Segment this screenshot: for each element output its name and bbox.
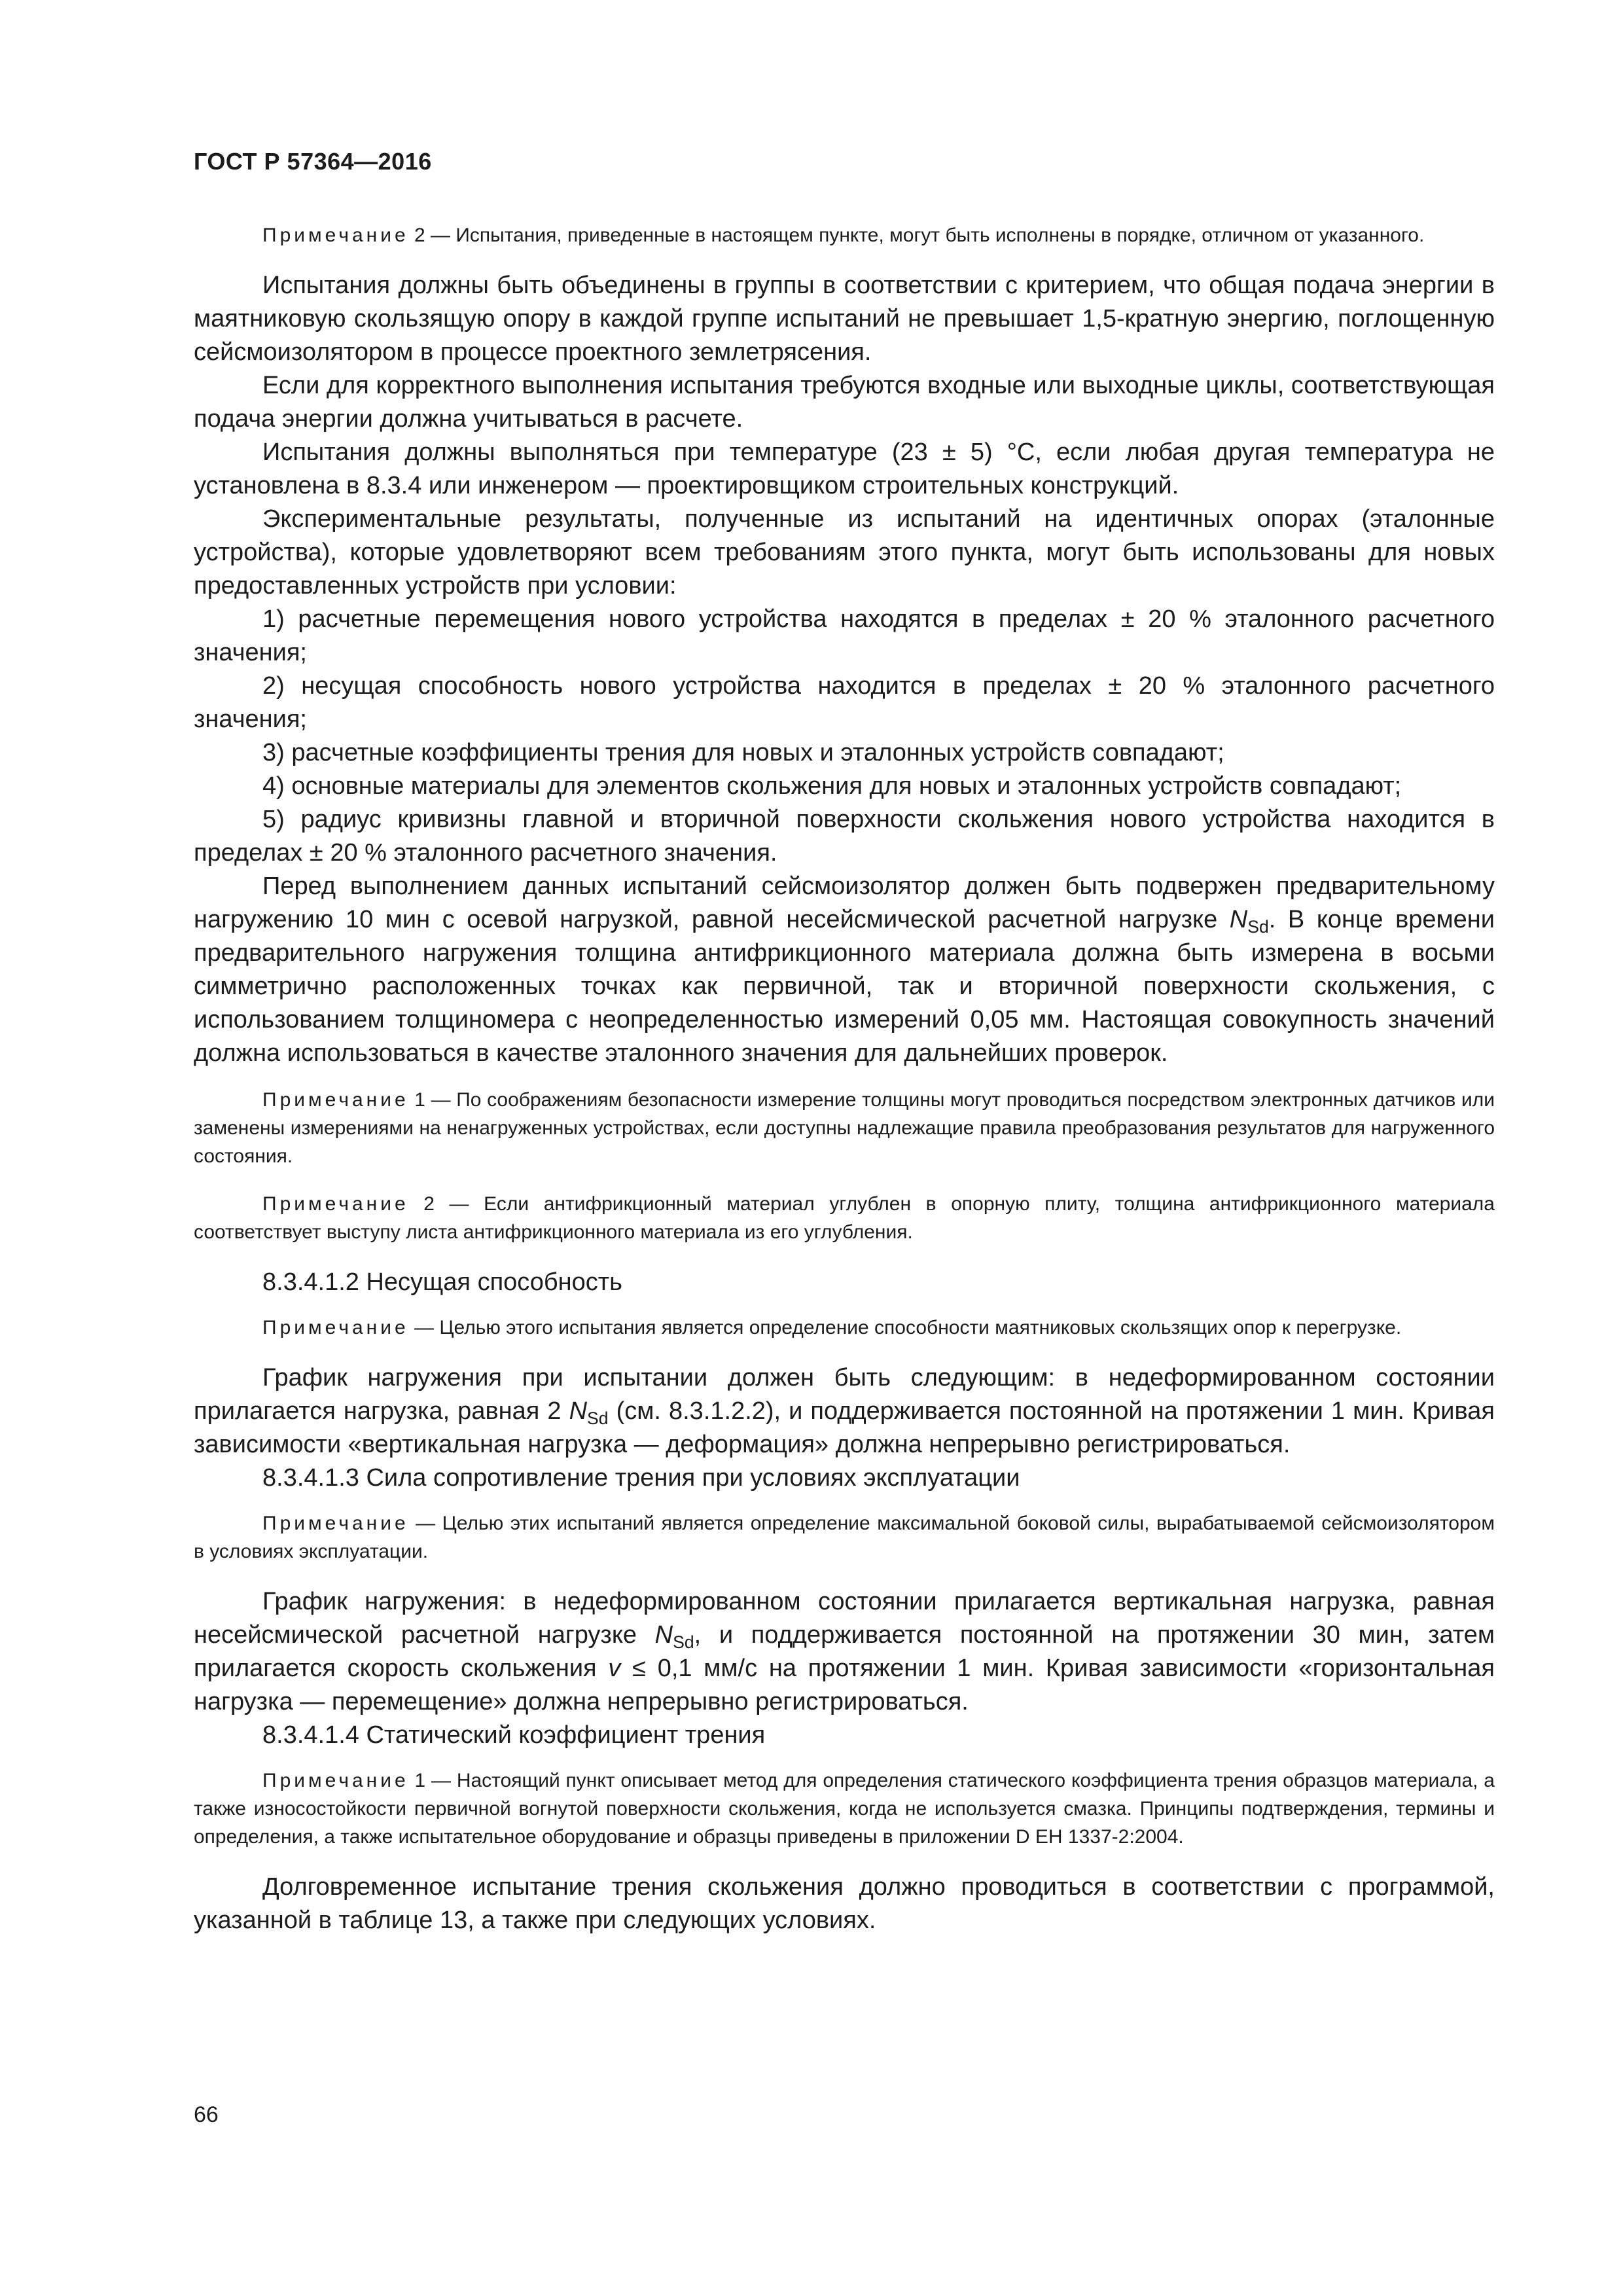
note-paragraph [194,221,1495,249]
symbol-v: v [608,1655,621,1682]
note-label: Примечание [262,224,409,246]
note-paragraph [194,1086,1495,1170]
list-item: 3) расчетные коэффициенты трения для новых и эталонных устройств совпадают; [262,739,1224,766]
note-label: Примечание [262,1317,409,1338]
body-paragraph [194,1361,1495,1462]
list-item: 4) основные материалы для элементов скольжения для новых и эталонных устройств совпадают; [262,772,1402,800]
symbol-n: N [654,1621,673,1649]
text-run: Перед выполнением данных испытаний сейсмоизолятор должен быть подвержен предварительному нагружению 10 мин с осевой нагрузкой, равной несейсмической расчетной нагрузке [194,872,1495,933]
note-text: 2 — Испытания, приведенные в настоящем пункте, могут быть исполнены в порядке, отличном от указанного. [408,224,1425,246]
list-item: 5) радиус кривизны главной и вторичной поверхности скольжения нового устройства находится в пределах ± 20 % эталонного расчетного значения. [194,806,1495,867]
body-paragraph: Если для корректного выполнения испытания требуются входные или выходные циклы, соответствующая подача энергии должна учитываться в расчете. [194,372,1495,433]
text-run: ≤ 0,1 мм/с на протяжении 1 мин. Кривая зависимости «горизонтальная нагрузка — перемещение» должна непрерывно регистрироваться. [194,1655,1495,1715]
symbol-n: N [1229,906,1248,933]
body-paragraph: Экспериментальные результаты, полученные из испытаний на идентичных опорах (эталонные устройства), которые удовлетворяют всем требованиям этого пункта, могут быть использованы для новых предоставленных устройств при условии: [194,505,1495,600]
note-label: Примечание [262,1513,409,1534]
note-label: Примечание [262,1089,409,1111]
text-run: График нагружения: в недеформированном состоянии прилагается вертикальная нагрузка, равная несейсмической расчетной нагрузке [194,1588,1495,1649]
note-label: Примечание [262,1770,409,1791]
document-header: ГОСТ Р 57364—2016 [194,148,432,175]
note-label: Примечание [262,1193,409,1215]
list-item: 1) расчетные перемещения нового устройства находятся в пределах ± 20 % эталонного расчетного значения; [194,605,1495,666]
note-paragraph [194,1314,1495,1342]
section-heading: 8.3.4.1.4 Статический коэффициент трения [262,1721,766,1749]
section-heading: 8.3.4.1.2 Несущая способность [262,1268,622,1296]
list-item: 2) несущая способность нового устройства находится в пределах ± 20 % эталонного расчетного значения; [194,672,1495,733]
page-number: 66 [194,2102,219,2127]
subscript-sd: Sd [587,1408,609,1428]
note-paragraph [194,1509,1495,1566]
text-run: (см. 8.3.1.2.2), и поддерживается постоянной на протяжении 1 мин. Кривая зависимости «вертикальная нагрузка — деформация» должна непрерывно регистрироваться. [194,1397,1495,1458]
note-text: — Целью этих испытаний является определение максимальной боковой силы, вырабатываемой сейсмоизолятором в условиях эксплуатации. [194,1513,1495,1562]
document-body [194,221,1495,1937]
note-paragraph [194,1767,1495,1851]
body-paragraph: Испытания должны выполняться при температуре (23 ± 5) °С, если любая другая температура не установлена в 8.3.4 или инженером — проектировщиком строительных конструкций. [194,439,1495,499]
note-text: 1 — По соображениям безопасности измерение толщины могут проводиться посредством электронных датчиков или заменены измерениями на ненагруженных устройствах, если доступны надлежащие правила преобразования результатов для нагруженного состояния. [194,1089,1495,1167]
body-paragraph: Долговременное испытание трения скольжения должно проводиться в соответствии с программой, указанной в таблице 13, а также при следующих условиях. [194,1873,1495,1934]
note-text: — Целью этого испытания является определение способности маятниковых скользящих опор к перегрузке. [408,1317,1402,1338]
text-run: График нагружения при испытании должен быть следующим: в недеформированном состоянии прилагается нагрузка, равная 2 [194,1364,1495,1425]
subscript-sd: Sd [673,1632,694,1652]
body-paragraph [194,870,1495,1070]
section-heading: 8.3.4.1.3 Сила сопротивление трения при условиях эксплуатации [262,1464,1020,1492]
text-run: , и поддерживается постоянной на протяжении 30 мин, затем прилагается скорость скольжения [194,1621,1495,1682]
note-paragraph [194,1190,1495,1246]
text-run: . В конце времени предварительного нагружения толщина антифрикционного материала должна быть измерена в восьми симметрично расположенных точках как первичной, так и вторичной поверхности скольжения, с использованием толщиномера с неопределенностью измерений 0,05 мм. Настоящая совокупность значений должна использоваться в качестве эталонного значения для дальнейших проверок. [194,906,1495,1067]
body-paragraph: Испытания должны быть объединены в группы в соответствии с критерием, что общая подача энергии в маятниковую скользящую опору в каждой группе испытаний не превышает 1,5-кратную энергию, поглощенную сейсмоизолятором в процессе проектного землетрясения. [194,272,1495,366]
note-text: 2 — Если антифрикционный материал углублен в опорную плиту, толщина антифрикционного материала соответствует выступу листа антифрикционного материала из его углубления. [194,1193,1495,1243]
symbol-n: N [569,1397,588,1425]
subscript-sd: Sd [1247,916,1269,937]
note-text: 1 — Настоящий пункт описывает метод для определения статического коэффициента трения образцов материала, а также износостойкости первичной вогнутой поверхности скольжения, когда не используется смазка. Принципы подтверждения, термины и определения, а также испытательное оборудование и образцы приведены в приложении D ЕН 1337-2:2004. [194,1770,1495,1848]
body-paragraph [194,1585,1495,1719]
